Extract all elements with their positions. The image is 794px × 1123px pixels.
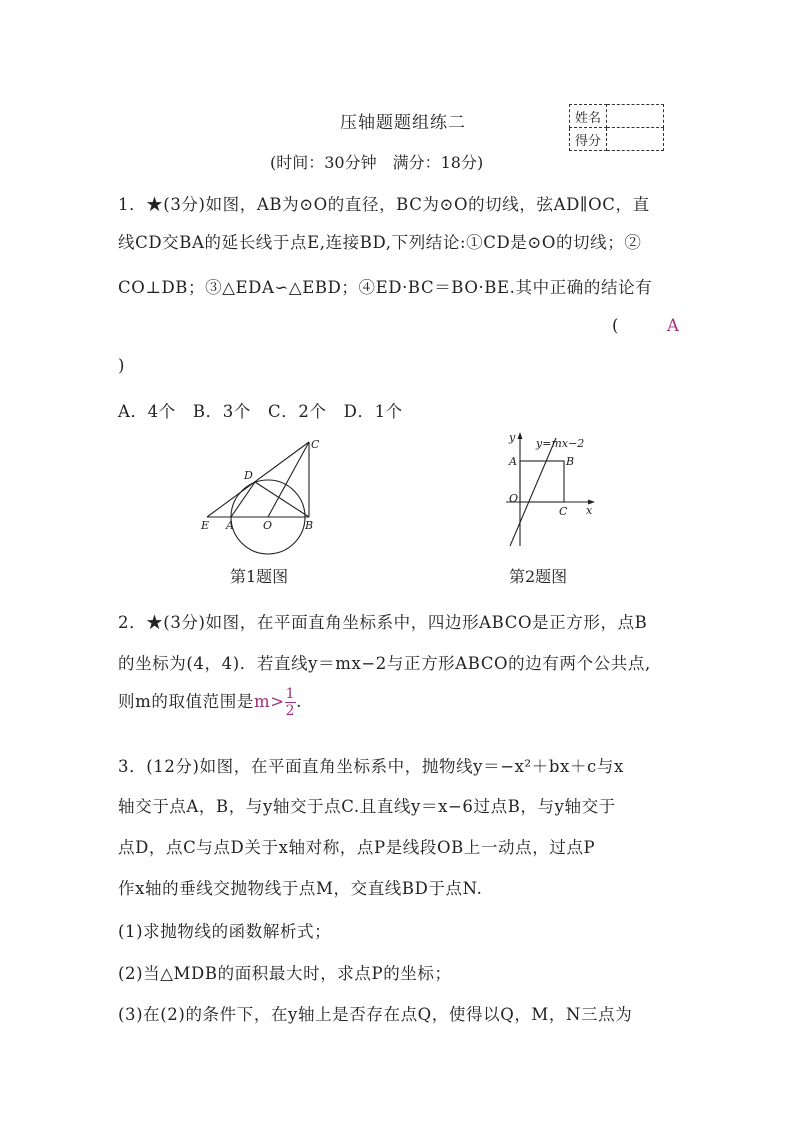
label-line-eq: y=mx−2	[536, 437, 585, 450]
q3-part-3: (3)在(2)的条件下，在y轴上是否存在点Q，使得以Q，M，N三点为	[118, 1005, 633, 1024]
score-label: 得分	[570, 128, 607, 151]
figure-1-caption: 第1题图	[230, 567, 289, 586]
label-e: E	[201, 519, 210, 532]
label-y: y	[509, 431, 516, 444]
square-abco	[520, 461, 564, 502]
q3-line-2: 轴交于点A，B，与y轴交于点C.且直线y＝x−6过点B，与y轴交于	[118, 797, 616, 816]
q1-options: A．4个 B．3个 C．2个 D．1个	[118, 402, 403, 421]
line-ad	[231, 482, 255, 517]
score-field[interactable]	[607, 128, 664, 151]
q3-part-1: (1)求抛物线的函数解析式；	[118, 922, 332, 941]
page-title: 压轴题题组练二	[340, 113, 466, 133]
label-x: x	[586, 504, 593, 517]
q2-line-3-suffix: .	[296, 692, 302, 711]
q1-paren-open: (	[612, 316, 620, 335]
label-o: O	[509, 492, 519, 505]
q3-line-1: 3．(12分)如图，在平面直角坐标系中，抛物线y＝−x²＋bx＋c与x	[118, 757, 624, 776]
q1-line-1: 1．★(3分)如图，AB为⊙O的直径，BC为⊙O的切线，弦AD∥OC，直	[118, 195, 650, 214]
figure-2	[498, 426, 608, 550]
q2-answer-denominator: 2	[285, 703, 296, 719]
name-label: 姓名	[570, 105, 607, 128]
figure-2-caption: 第2题图	[509, 567, 568, 586]
page-subtitle: (时间：30分钟 满分：18分)	[270, 153, 484, 172]
q2-line-2: 的坐标为(4，4)．若直线y＝mx−2与正方形ABCO的边有两个公共点,	[118, 654, 651, 673]
label-a: A	[226, 519, 234, 532]
label-o: O	[263, 519, 273, 532]
label-a: A	[509, 455, 517, 468]
label-c: C	[311, 438, 320, 451]
label-b: B	[566, 455, 575, 468]
q2-line-1: 2．★(3分)如图，在平面直角坐标系中，四边形ABCO是正方形，点B	[118, 613, 648, 632]
line-ec	[207, 442, 309, 517]
q3-line-3: 点D，点C与点D关于x轴对称，点P是线段OB上一动点，过点P	[118, 838, 596, 857]
q2-answer-prefix: m>	[253, 692, 285, 711]
q1-answer: A	[667, 316, 680, 335]
label-d: D	[244, 469, 253, 482]
q1-line-2: 线CD交BA的延长线于点E,连接BD,下列结论:①CD是⊙O的切线；②	[118, 233, 642, 252]
q3-part-2: (2)当△MDB的面积最大时，求点P的坐标；	[118, 964, 452, 983]
q2-line-3-prefix: 则m的取值范围是	[118, 692, 254, 711]
y-axis-arrow	[518, 432, 523, 439]
q2-answer-fraction	[285, 687, 297, 718]
label-c: C	[559, 505, 568, 518]
q2-answer-numerator: 1	[285, 686, 296, 702]
label-b: B	[305, 519, 314, 532]
q2-line-3	[118, 687, 302, 718]
figure-1	[195, 436, 325, 556]
q1-line-3: CO⊥DB；③△EDA∽△EBD；④ED·BC＝BO·BE.其中正确的结论有	[118, 278, 653, 297]
q1-paren-close: )	[118, 356, 126, 375]
score-table	[569, 104, 664, 151]
q3-line-4: 作x轴的垂线交抛物线于点M，交直线BD于点N.	[118, 879, 483, 898]
name-field[interactable]	[607, 105, 664, 128]
